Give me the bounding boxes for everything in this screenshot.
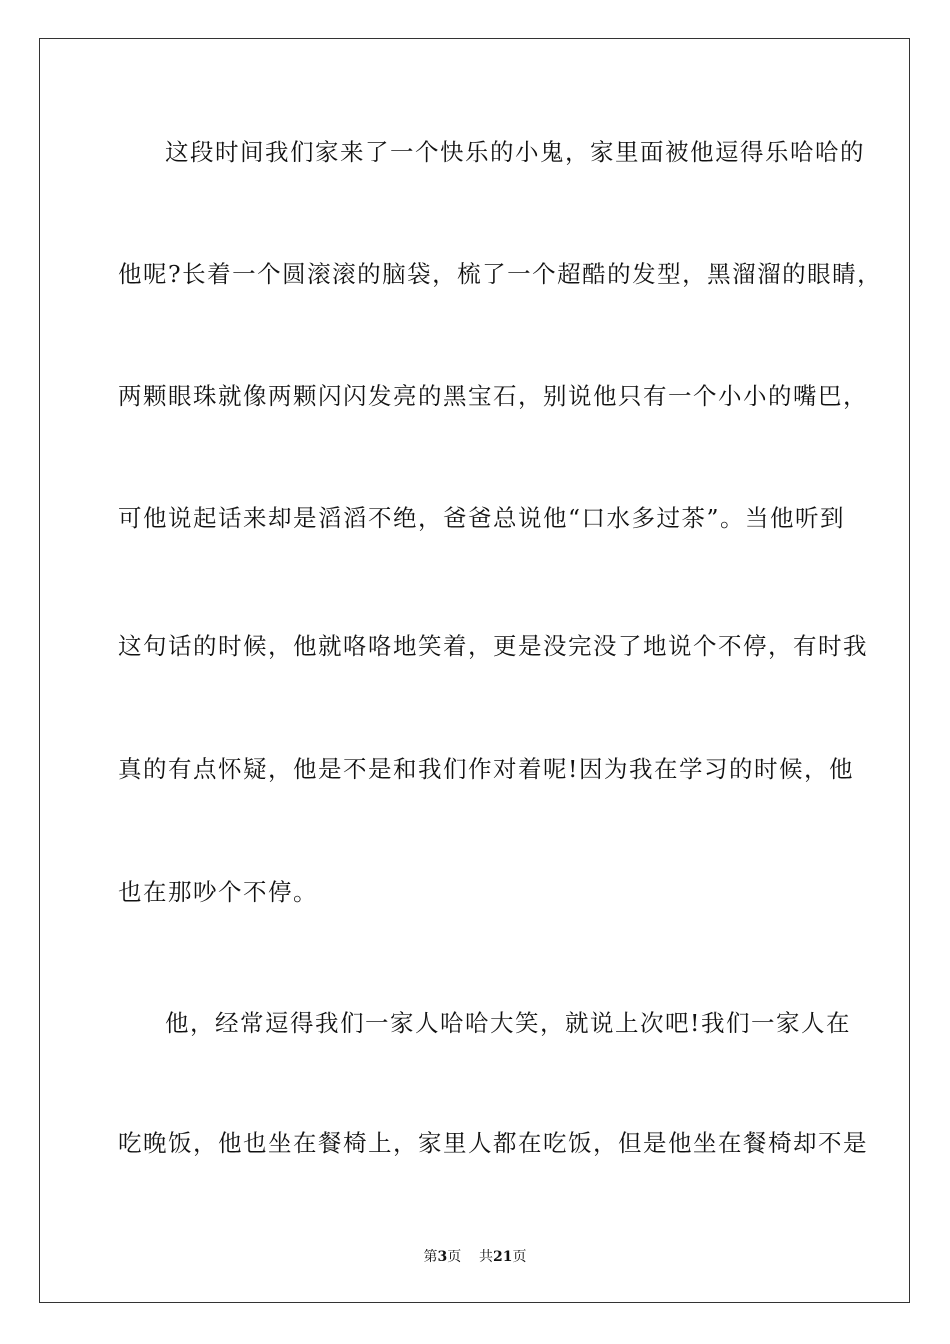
footer-total-suffix: 页 [512,1249,527,1265]
paragraph-line-6: 真的有点怀疑，他是不是和我们作对着呢!因为我在学习的时候，他 [118,755,854,783]
footer-page-suffix: 页 [447,1249,462,1265]
paragraph-line-9: 吃晚饭，他也坐在餐椅上，家里人都在吃饭，但是他坐在餐椅却不是 [118,1129,868,1157]
paragraph-line-2: 他呢?长着一个圆滚滚的脑袋，梳了一个超酷的发型，黑溜溜的眼睛， [118,260,883,288]
page-border [39,38,910,1303]
paragraph-line-3: 两颗眼珠就像两颗闪闪发亮的黑宝石，别说他只有一个小小的嘴巴， [118,382,868,410]
paragraph-line-7: 也在那吵个不停。 [118,878,318,906]
footer-page-prefix: 第 [423,1249,438,1265]
paragraph-line-8: 他，经常逗得我们一家人哈哈大笑，就说上次吧!我们一家人在 [165,1009,851,1037]
paragraph-line-4: 可他说起话来却是滔滔不绝，爸爸总说他“口水多过茶”。当他听到 [118,504,846,532]
footer-page-total: 21 [493,1249,513,1265]
paragraph-line-1: 这段时间我们家来了一个快乐的小鬼，家里面被他逗得乐哈哈的 [165,138,865,166]
footer-total-prefix: 共 [479,1249,494,1265]
paragraph-line-5: 这句话的时候，他就咯咯地笑着，更是没完没了地说个不停，有时我 [118,632,868,660]
footer-page-current: 3 [437,1249,448,1265]
page-footer [0,1248,950,1266]
